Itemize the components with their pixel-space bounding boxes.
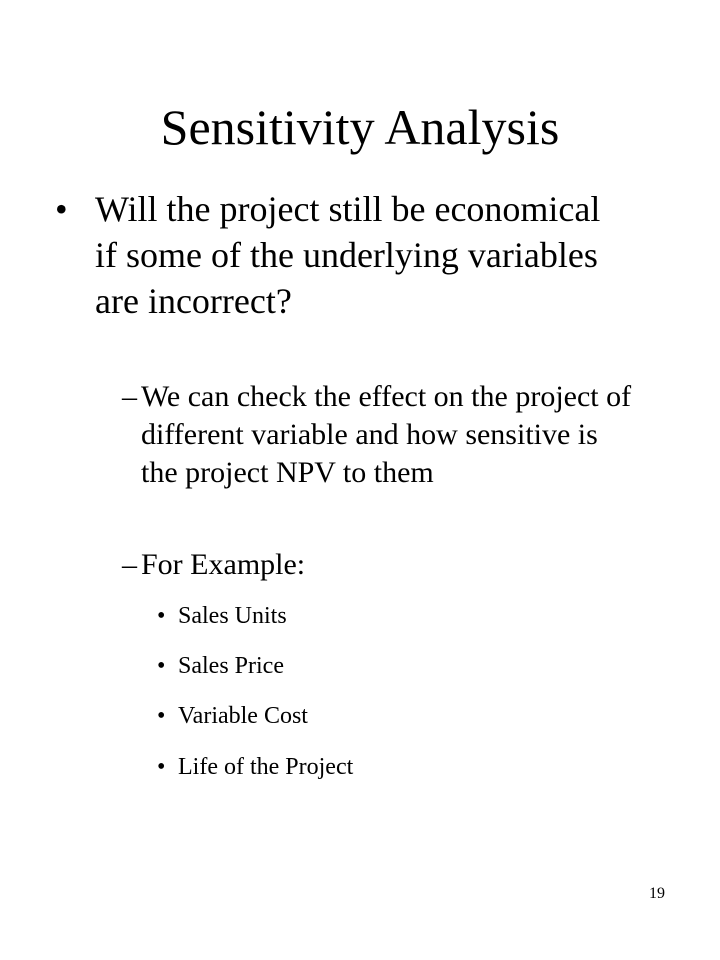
slide-title: Sensitivity Analysis bbox=[160, 99, 560, 155]
bullet-marker: • bbox=[55, 189, 68, 229]
example-item-text: Sales Price bbox=[178, 653, 284, 679]
bullet-marker: • bbox=[157, 754, 166, 780]
sub-bullet-text: For Example: bbox=[141, 548, 306, 581]
bullet-marker: • bbox=[157, 653, 166, 679]
bullet-marker: • bbox=[157, 703, 166, 729]
bullet-marker: • bbox=[157, 603, 166, 629]
example-item-text: Variable Cost bbox=[178, 703, 308, 729]
page-number: 19 bbox=[649, 885, 665, 902]
example-item-text: Sales Units bbox=[178, 603, 287, 629]
dash-marker: – bbox=[122, 548, 137, 581]
example-item bbox=[157, 651, 577, 681]
example-item-text: Life of the Project bbox=[178, 754, 354, 780]
example-item bbox=[157, 601, 577, 631]
sub-bullet-text: We can check the effect on the project of different variable and how sensitive is the project NPV to them bbox=[141, 380, 632, 489]
dash-marker: – bbox=[122, 380, 137, 413]
main-bullet-text: Will the project still be economical if some of the underlying variables are incorrect? bbox=[95, 189, 601, 321]
example-item bbox=[157, 752, 577, 782]
example-item bbox=[157, 701, 577, 731]
